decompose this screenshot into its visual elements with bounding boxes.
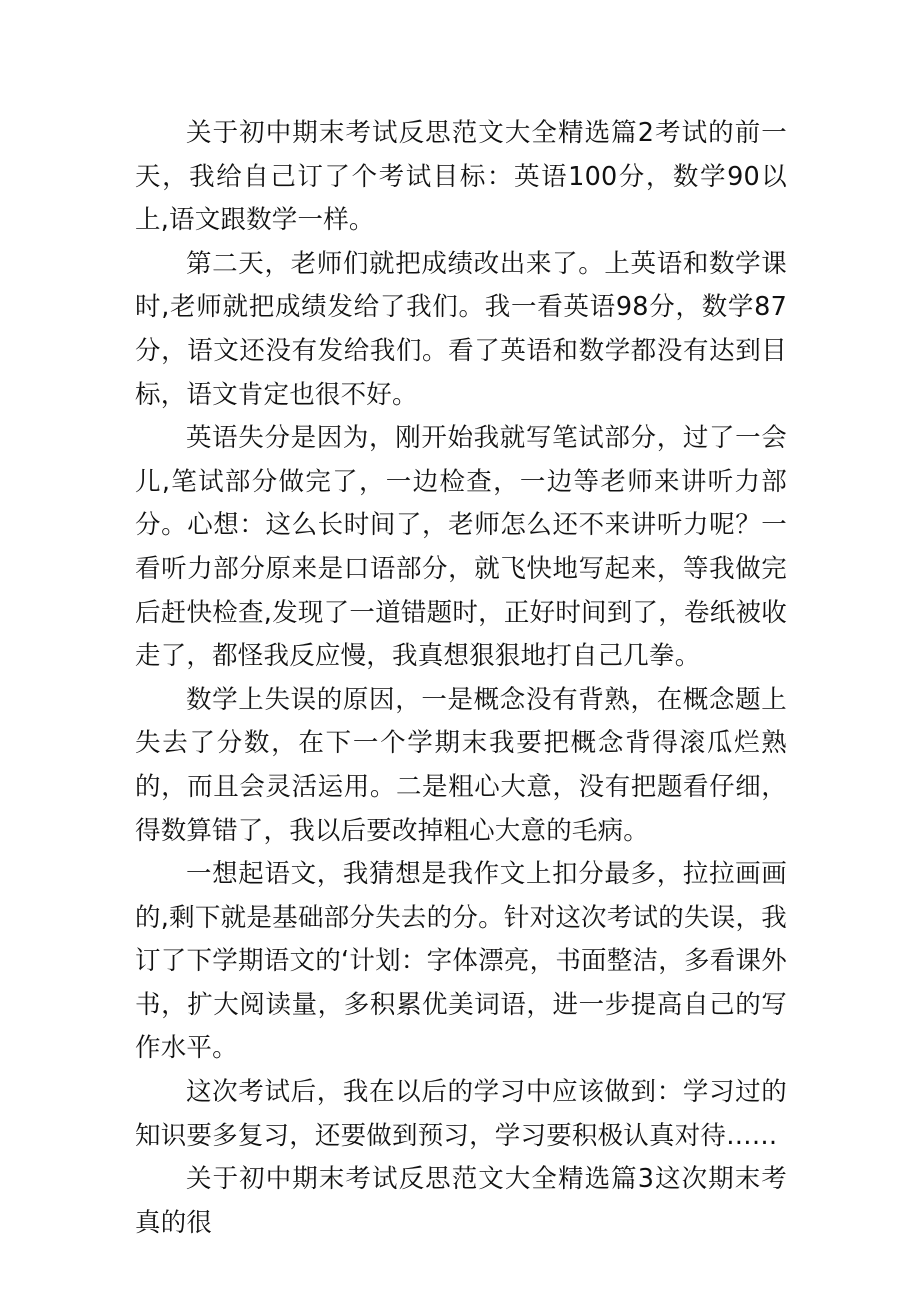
document-body: [135, 112, 787, 1245]
paragraph-5: 一想起语文，我猜想是我作文上扣分最多，拉拉画画的,剩下就是基础部分失去的分。针对这次考试的失误，我订了下学期语文的‘计划：字体漂亮，书面整洁，多看课外书，扩大阅读量，多积累优美词语，进一步提高自己的写作水平。: [135, 859, 787, 1064]
paragraph-6: 这次考试后，我在以后的学习中应该做到：学习过的知识要多复习，还要做到预习，学习要积极认真对待……: [135, 1077, 787, 1151]
paragraph-2: 第二天，老师们就把成绩改出来了。上英语和数学课时,老师就把成绩发给了我们。我一看英语98分，数学87分，语文还没有发给我们。看了英语和数学都没有达到目标，语文肯定也很不好。: [135, 248, 787, 410]
paragraph-4: 数学上失误的原因，一是概念没有背熟，在概念题上失去了分数，在下一个学期末我要把概念背得滚瓜烂熟的，而且会灵活运用。二是粗心大意，没有把题看仔细，得数算错了，我以后要改掉粗心大意的毛病。: [135, 684, 787, 846]
paragraph-1: 关于初中期末考试反思范文大全精选篇2考试的前一天，我给自己订了个考试目标：英语100分，数学90以上,语文跟数学一样。: [135, 118, 787, 236]
paragraph-7: 关于初中期末考试反思范文大全精选篇3这次期末考真的很: [135, 1164, 787, 1238]
paragraph-3: 英语失分是因为，刚开始我就写笔试部分，过了一会儿,笔试部分做完了，一边检查，一边等老师来讲听力部分。心想：这么长时间了，老师怎么还不来讲听力呢？一看听力部分原来是口语部分，就飞快地写起来，等我做完后赶快检查,发现了一道错题时，正好时间到了，卷纸被收走了，都怪我反应慢，我真想狠狠地打自己几拳。: [135, 423, 787, 672]
